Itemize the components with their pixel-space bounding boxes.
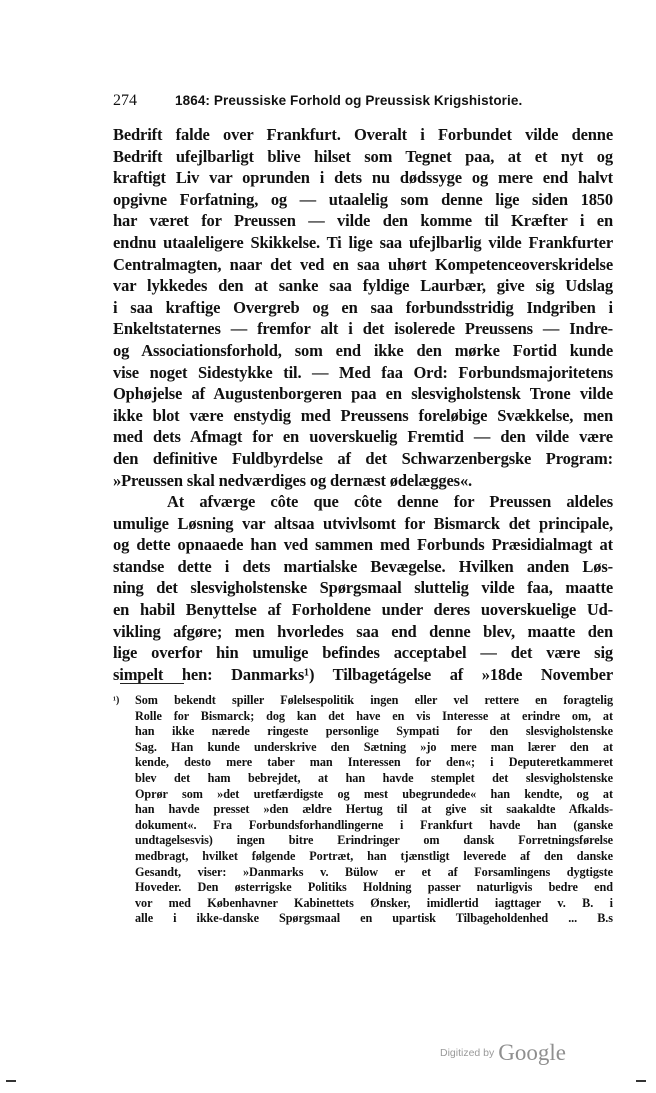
body-line: Bedrift ufejlbarligt blive hilset som Tegnet paa, at et nyt og: [113, 146, 613, 166]
body-line: endnu utaaleligere Skikkelse. Ti lige saa ufejlbarlig vilde Frankfurter: [113, 232, 613, 252]
body-line: ikke blot være enstydig med Preussens foreløbige Svækkelse, men: [113, 405, 613, 425]
body-line: Centralmagten, naar det ved en saa uhørt Kompetenceoverskridelse: [113, 254, 613, 274]
body-line: Bedrift falde over Frankfurt. Overalt i Forbundet vilde denne: [113, 125, 613, 144]
footnote-line: han ikke nærede ringeste personlige Sympati for den slesvigholstenske: [135, 724, 613, 739]
footnote: [113, 693, 613, 927]
body-line: i saa kraftige Overgreb og en saa forbundsstridig Indgriben i: [113, 297, 613, 317]
body-line: har været for Preussen — vilde den komme til Kræfter i en: [113, 211, 613, 231]
footnote-line: Rolle for Bismarck; dog kan det have en vis Interesse at erindre om, at: [135, 708, 613, 723]
body-line: standse dette i dets martialske Bevægelse. Hvilken anden Løs-: [113, 556, 613, 576]
body-line: med dets Afmagt for en uoverskuelig Fremtid — den vilde være: [113, 427, 613, 447]
body-line: At afværge côte que côte denne for Preussen aldeles: [167, 492, 613, 512]
body-line: Enkeltstaternes — fremfor alt i det isolerede Preussens — Indre-: [113, 319, 613, 339]
body-line: ning det slesvigholstenske Spørgsmaal sluttelig vilde faa, maatte: [113, 578, 613, 598]
footnote-line: kende, desto mere taber man Interessen for den«; i Deputeretkammeret: [135, 755, 613, 770]
footnote-line: Hoveder. Den østerrigske Politiks Holdning passer naturligvis bedre end: [135, 880, 613, 895]
footnote-line: vor med Københavner Kabinettets Ønsker, imidlertid iagttager v. B. i: [135, 895, 613, 910]
google-logo: Google: [498, 1040, 566, 1065]
body-line: og dette opnaaede han ved sammen med Forbunds Præsidialmagt at: [113, 535, 613, 555]
body-line: den definitive Fuldbyrdelse af det Schwarzenbergske Program:: [113, 448, 613, 468]
body-line: umulige Løsning var altsaa utvivlsomt for Bismarck det principale,: [113, 513, 613, 533]
footnote-line: Sag. Han kunde underskrive den Sætning »jo mere man lærer den at: [135, 739, 613, 754]
body-line: og Associationsforhold, som end ikke den mørke Fortid kunde: [113, 340, 613, 360]
page-header: [113, 92, 613, 110]
scan-edge-mark: [636, 1080, 646, 1082]
footnote-line: han havde presset »den ældre Hertug til at give sit saakaldte Afkalds-: [135, 802, 613, 817]
footnote-line-text: Som bekendt spiller Følelsespolitik ingen eller vel rettere en foragtelig: [135, 693, 613, 707]
footnote-line: [113, 693, 613, 709]
scan-edge-mark: [6, 1080, 16, 1082]
footnote-line: dokument«. Fra Forbundsforhandlingerne i Frankfurt havde han (ganske: [135, 817, 613, 832]
body-line: opgivne Forfatning, og — utaalelig som denne lige siden 1850: [113, 189, 613, 209]
google-watermark: [440, 1040, 566, 1066]
body-line: vikling afgøre; men hvorledes saa end denne blev, maatte den: [113, 621, 613, 641]
footnote-line: undtagelsesvis) ingen bitre Erindringer om dansk Forretningsførelse: [135, 833, 613, 848]
running-title: 1864: Preussiske Forhold og Preussisk Krigshistorie.: [175, 93, 523, 108]
body-line: Ophøjelse af Augustenborgeren paa en slesvigholstensk Trone vilde: [113, 384, 613, 404]
footnote-line: Gesandt, viser: »Danmarks v. Bülow er et af Forsamlingens dygtigste: [135, 864, 613, 879]
body-line: lige overfor hin umulige befindes acceptabel — det være sig: [113, 643, 613, 663]
body-text: [113, 124, 613, 685]
footnote-mark: ¹): [113, 695, 120, 706]
digitized-by-label: Digitized by: [440, 1047, 495, 1059]
footnote-line: blev det ham bebrejdet, at han havde stemplet det slesvigholstenske: [135, 770, 613, 785]
footnote-line: alle i ikke-danske Spørgsmaal en upartisk Tilbageholdenhed ... B.s: [135, 911, 613, 926]
page-number: 274: [113, 92, 137, 109]
body-line: simpelt hen: Danmarks¹) Tilbagetágelse af »18de November: [113, 664, 613, 684]
body-line: var lykkedes den at sanke saa fyldige Laurbær, give sig Udslag: [113, 276, 613, 296]
footnote-line: medbragt, hvilket følgende Portræt, han tjænstligt leverede af den danske: [135, 848, 613, 863]
body-line: vise noget Sidestykke til. — Med faa Ord: Forbundsmajoritetens: [113, 362, 613, 382]
body-line: en habil Benyttelse af Forholdene under deres uoverskuelige Ud-: [113, 600, 613, 620]
body-line: kraftigt Liv var oprunden i dets nu dødssyge og mere end halvt: [113, 168, 613, 188]
footnote-line: Oprør som »det uretfærdigste og mest ubegrundede« han kendte, og at: [135, 786, 613, 801]
footnote-divider: [120, 683, 184, 684]
body-line: »Preussen skal nedværdiges og dernæst ødelægges«.: [113, 470, 473, 490]
